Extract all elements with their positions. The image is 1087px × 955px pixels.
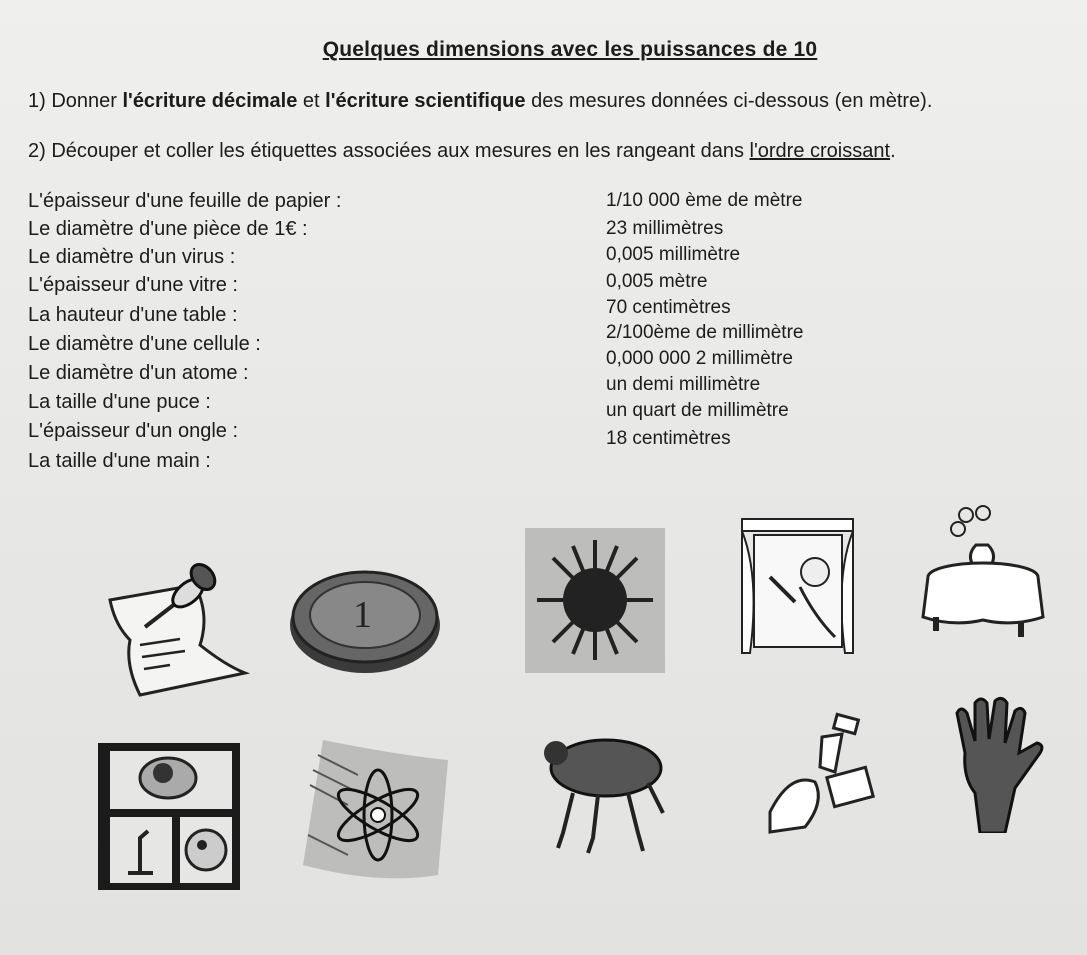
- instruction-2-suffix: .: [890, 140, 896, 162]
- instruction-1-bold-decimal: l'écriture décimale: [122, 90, 298, 112]
- instruction-2-underline: l'ordre croissant: [749, 140, 891, 162]
- item-label: La hauteur d'une table :: [28, 304, 238, 326]
- instruction-1: [28, 88, 1068, 114]
- item-label: L'épaisseur d'une vitre :: [28, 274, 238, 296]
- paper-pin-icon: [100, 555, 250, 700]
- item-value: 2/100ème de millimètre: [606, 322, 804, 343]
- hand-icon: [945, 693, 1050, 833]
- instruction-1-suffix: des mesures données ci-dessous (en mètre).: [525, 90, 933, 112]
- item-label: Le diamètre d'une cellule :: [28, 333, 261, 355]
- page-title: Quelques dimensions avec les puissances de 10: [322, 38, 818, 61]
- item-value: 23 millimètres: [606, 218, 724, 239]
- item-value: un demi millimètre: [606, 374, 761, 395]
- instruction-1-mid: et: [297, 90, 326, 112]
- virus-icon: [525, 528, 665, 673]
- coin-icon: [285, 555, 445, 685]
- item-value: 0,005 mètre: [606, 271, 708, 292]
- item-label: La taille d'une main :: [28, 450, 211, 472]
- item-label: La taille d'une puce :: [28, 391, 211, 413]
- item-value: 70 centimètres: [606, 297, 731, 318]
- item-value: 0,005 millimètre: [606, 244, 741, 265]
- nail-polish-icon: [760, 712, 880, 842]
- item-label: Le diamètre d'une pièce de 1€ :: [28, 218, 308, 240]
- instruction-1-prefix: 1) Donner: [28, 90, 123, 112]
- coin-number: 1: [353, 594, 372, 636]
- item-value: 18 centimètres: [606, 428, 731, 449]
- item-value: 0,000 000 2 millimètre: [606, 348, 793, 369]
- item-value: 1/10 000 ème de mètre: [606, 190, 803, 211]
- table-vase-icon: [918, 505, 1048, 650]
- instruction-2: [28, 138, 1068, 164]
- cell-microscope-icon: [98, 743, 240, 890]
- item-value: un quart de millimètre: [606, 400, 789, 421]
- item-label: Le diamètre d'un atome :: [28, 362, 249, 384]
- item-label: L'épaisseur d'un ongle :: [28, 420, 239, 442]
- window-cleaner-icon: [740, 517, 855, 657]
- instruction-1-bold-scientific: l'écriture scientifique: [325, 90, 526, 112]
- item-label: Le diamètre d'un virus :: [28, 246, 236, 268]
- item-label: L'épaisseur d'une feuille de papier :: [28, 190, 342, 212]
- atom-icon: [298, 735, 458, 885]
- instruction-2-prefix: 2) Découper et coller les étiquettes associées aux mesures en les rangeant dans: [28, 140, 750, 162]
- flea-icon: [528, 723, 673, 858]
